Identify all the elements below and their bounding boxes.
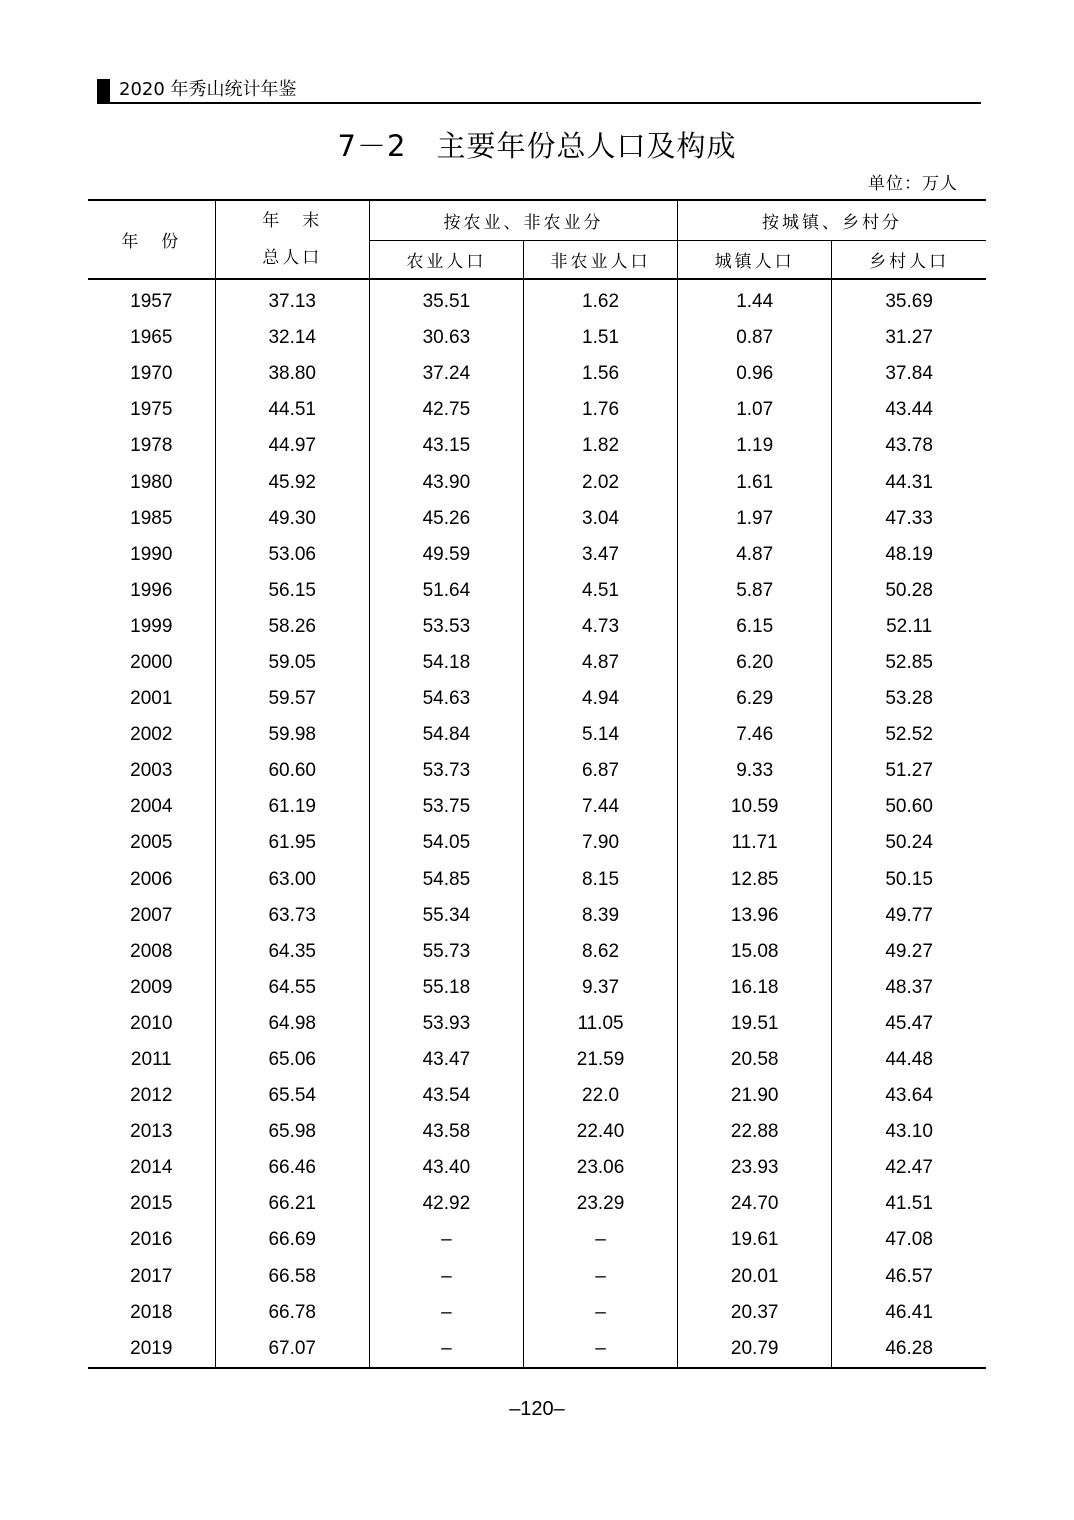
- cell-total: 53.06: [215, 537, 369, 573]
- table-row: [88, 537, 986, 573]
- cell-agri: 42.75: [369, 392, 523, 428]
- cell-year: 2003: [88, 753, 215, 789]
- cell-urban: 16.18: [678, 970, 832, 1006]
- cell-rural: 43.44: [885, 399, 933, 421]
- running-header: 2020 年秀山统计年鉴: [119, 79, 297, 100]
- cell-agri: 43.54: [369, 1078, 523, 1114]
- cell-year: 2017: [88, 1259, 215, 1295]
- cell-total: 65.06: [215, 1042, 369, 1078]
- col-header-year: 年 份: [88, 200, 215, 279]
- cell-rural: 48.19: [885, 543, 933, 565]
- cell-year: 2009: [88, 970, 215, 1006]
- cell-total: 38.80: [215, 356, 369, 392]
- cell-urban: 1.19: [678, 428, 832, 464]
- cell-agri: 55.18: [369, 970, 523, 1006]
- cell-year: 2002: [88, 717, 215, 753]
- cell-year: 2007: [88, 898, 215, 934]
- cell-agri: 54.05: [369, 825, 523, 861]
- table-row: [88, 356, 986, 392]
- cell-urban: 4.87: [678, 537, 832, 573]
- cell-rural: 49.27: [885, 940, 933, 962]
- table-row: [88, 825, 986, 861]
- cell-rural: 43.10: [885, 1121, 933, 1143]
- cell-urban: 13.96: [678, 898, 832, 934]
- cell-year: 2015: [88, 1186, 215, 1222]
- cell-year: 2019: [88, 1331, 215, 1368]
- cell-urban: 6.20: [678, 645, 832, 681]
- cell-total: 66.21: [215, 1186, 369, 1222]
- table-row: [88, 1078, 986, 1114]
- cell-nonagri: 11.05: [523, 1006, 677, 1042]
- page-number: –120–: [509, 1398, 565, 1420]
- cell-urban: 21.90: [678, 1078, 832, 1114]
- table-row: [88, 320, 986, 356]
- cell-total: 67.07: [215, 1331, 369, 1368]
- cell-agri: 43.58: [369, 1114, 523, 1150]
- cell-total: 44.97: [215, 428, 369, 464]
- cell-rural: 52.85: [885, 651, 933, 673]
- cell-rural: 52.52: [885, 724, 933, 746]
- cell-year: 1999: [88, 609, 215, 645]
- cell-urban: 20.01: [678, 1259, 832, 1295]
- cell-total: 65.54: [215, 1078, 369, 1114]
- cell-total: 64.35: [215, 934, 369, 970]
- col-header-rural: 乡村人口: [832, 241, 986, 280]
- cell-year: 2011: [88, 1042, 215, 1078]
- cell-urban: 20.58: [678, 1042, 832, 1078]
- cell-year: 1975: [88, 392, 215, 428]
- cell-rural: 31.27: [885, 327, 933, 349]
- cell-agri: 37.24: [369, 356, 523, 392]
- cell-agri: 30.63: [369, 320, 523, 356]
- table-row: [88, 970, 986, 1006]
- cell-rural: 50.60: [885, 796, 933, 818]
- cell-urban: 20.79: [678, 1331, 832, 1368]
- population-table: [88, 199, 986, 1369]
- cell-agri: 45.26: [369, 501, 523, 537]
- col-header-agri: 农业人口: [369, 241, 523, 280]
- cell-agri: 54.18: [369, 645, 523, 681]
- cell-rural: 47.08: [885, 1229, 933, 1251]
- cell-year: 1990: [88, 537, 215, 573]
- cell-rural: 46.57: [885, 1265, 933, 1287]
- cell-rural: 50.24: [885, 832, 933, 854]
- cell-year: 2016: [88, 1222, 215, 1258]
- cell-urban: 1.97: [678, 501, 832, 537]
- cell-urban: 1.61: [678, 464, 832, 500]
- table-row: [88, 862, 986, 898]
- cell-urban: 19.61: [678, 1222, 832, 1258]
- cell-total: 49.30: [215, 501, 369, 537]
- cell-nonagri: 1.76: [523, 392, 677, 428]
- table-row: [88, 1114, 986, 1150]
- cell-rural: 47.33: [885, 507, 933, 529]
- cell-rural: 37.84: [885, 363, 933, 385]
- cell-nonagri: –: [523, 1259, 677, 1295]
- table-row: [88, 789, 986, 825]
- cell-nonagri: –: [523, 1331, 677, 1368]
- table-row: [88, 1259, 986, 1295]
- cell-urban: 1.44: [678, 279, 832, 320]
- cell-total: 64.55: [215, 970, 369, 1006]
- cell-rural: 50.15: [885, 868, 933, 890]
- cell-agri: –: [369, 1295, 523, 1331]
- cell-year: 1970: [88, 356, 215, 392]
- cell-nonagri: 8.39: [523, 898, 677, 934]
- table-row: [88, 681, 986, 717]
- cell-total: 32.14: [215, 320, 369, 356]
- cell-year: 1996: [88, 573, 215, 609]
- cell-urban: 24.70: [678, 1186, 832, 1222]
- cell-rural: 43.78: [885, 435, 933, 457]
- cell-total: 63.73: [215, 898, 369, 934]
- cell-agri: 53.53: [369, 609, 523, 645]
- cell-agri: 54.84: [369, 717, 523, 753]
- cell-year: 1985: [88, 501, 215, 537]
- cell-total: 61.19: [215, 789, 369, 825]
- cell-rural: 43.64: [885, 1085, 933, 1107]
- cell-year: 2014: [88, 1150, 215, 1186]
- cell-agri: 35.51: [369, 279, 523, 320]
- cell-urban: 19.51: [678, 1006, 832, 1042]
- cell-nonagri: 7.90: [523, 825, 677, 861]
- cell-nonagri: 2.02: [523, 464, 677, 500]
- table-row: [88, 1295, 986, 1331]
- group-header-agri: 按农业、非农业分: [369, 200, 677, 241]
- cell-rural: 41.51: [885, 1193, 933, 1215]
- cell-agri: 43.15: [369, 428, 523, 464]
- cell-agri: 53.93: [369, 1006, 523, 1042]
- cell-rural: 52.11: [886, 615, 933, 637]
- cell-urban: 0.87: [678, 320, 832, 356]
- cell-nonagri: 4.94: [523, 681, 677, 717]
- cell-nonagri: 7.44: [523, 789, 677, 825]
- unit-label: 单位：万人: [868, 174, 958, 194]
- cell-rural: 46.41: [885, 1301, 933, 1323]
- cell-nonagri: 23.29: [523, 1186, 677, 1222]
- cell-urban: 22.88: [678, 1114, 832, 1150]
- cell-total: 66.46: [215, 1150, 369, 1186]
- cell-agri: 43.47: [369, 1042, 523, 1078]
- cell-total: 44.51: [215, 392, 369, 428]
- cell-nonagri: 4.87: [523, 645, 677, 681]
- col-header-total: [215, 200, 369, 279]
- col-header-total-line1: 年 末: [262, 210, 323, 231]
- table-row: [88, 898, 986, 934]
- cell-nonagri: 22.0: [523, 1078, 677, 1114]
- cell-total: 66.78: [215, 1295, 369, 1331]
- cell-year: 2010: [88, 1006, 215, 1042]
- cell-year: 1957: [88, 279, 215, 320]
- table-row: [88, 1150, 986, 1186]
- cell-year: 1965: [88, 320, 215, 356]
- cell-nonagri: –: [523, 1222, 677, 1258]
- cell-nonagri: 1.56: [523, 356, 677, 392]
- cell-agri: 49.59: [369, 537, 523, 573]
- cell-year: 2008: [88, 934, 215, 970]
- cell-total: 56.15: [215, 573, 369, 609]
- table-row: [88, 645, 986, 681]
- cell-agri: 51.64: [369, 573, 523, 609]
- cell-nonagri: 9.37: [523, 970, 677, 1006]
- cell-urban: 23.93: [678, 1150, 832, 1186]
- cell-year: 2004: [88, 789, 215, 825]
- cell-nonagri: 3.04: [523, 501, 677, 537]
- cell-nonagri: 1.62: [523, 279, 677, 320]
- cell-nonagri: 8.62: [523, 934, 677, 970]
- cell-agri: 42.92: [369, 1186, 523, 1222]
- cell-rural: 42.47: [885, 1157, 933, 1179]
- cell-year: 2013: [88, 1114, 215, 1150]
- cell-rural: 46.28: [832, 1331, 986, 1368]
- cell-total: 37.13: [215, 279, 369, 320]
- table-row: [88, 1222, 986, 1258]
- col-header-nonagri: 非农业人口: [523, 241, 677, 280]
- cell-rural: 49.77: [885, 904, 933, 926]
- cell-total: 45.92: [215, 464, 369, 500]
- cell-nonagri: 4.51: [523, 573, 677, 609]
- table-row: [88, 1006, 986, 1042]
- cell-urban: 15.08: [678, 934, 832, 970]
- cell-year: 2012: [88, 1078, 215, 1114]
- cell-year: 2000: [88, 645, 215, 681]
- table-body: [88, 279, 986, 1368]
- cell-urban: 9.33: [678, 753, 832, 789]
- cell-rural: 44.31: [885, 471, 933, 493]
- cell-urban: 20.37: [678, 1295, 832, 1331]
- cell-urban: 1.07: [678, 392, 832, 428]
- cell-agri: –: [369, 1331, 523, 1368]
- cell-urban: 7.46: [678, 717, 832, 753]
- cell-nonagri: 6.87: [523, 753, 677, 789]
- cell-year: 2006: [88, 862, 215, 898]
- cell-urban: 10.59: [678, 789, 832, 825]
- cell-total: 59.05: [215, 645, 369, 681]
- group-header-urban: 按城镇、乡村分: [678, 200, 986, 241]
- cell-nonagri: –: [523, 1295, 677, 1331]
- cell-nonagri: 1.51: [523, 320, 677, 356]
- cell-total: 58.26: [215, 609, 369, 645]
- table-row: [88, 392, 986, 428]
- cell-agri: –: [369, 1222, 523, 1258]
- cell-urban: 12.85: [678, 862, 832, 898]
- cell-urban: 11.71: [678, 825, 832, 861]
- cell-rural: 45.47: [885, 1012, 933, 1034]
- cell-total: 59.57: [215, 681, 369, 717]
- cell-agri: 43.90: [369, 464, 523, 500]
- cell-nonagri: 21.59: [523, 1042, 677, 1078]
- cell-rural: 50.28: [885, 579, 933, 601]
- cell-year: 1980: [88, 464, 215, 500]
- header-rule: [97, 102, 981, 104]
- cell-nonagri: 22.40: [523, 1114, 677, 1150]
- cell-total: 60.60: [215, 753, 369, 789]
- table-row: [88, 609, 986, 645]
- table-row: [88, 717, 986, 753]
- cell-agri: 53.75: [369, 789, 523, 825]
- cell-total: 66.58: [215, 1259, 369, 1295]
- cell-urban: 6.15: [678, 609, 832, 645]
- cell-urban: 6.29: [678, 681, 832, 717]
- cell-rural: 51.27: [885, 760, 933, 782]
- cell-total: 61.95: [215, 825, 369, 861]
- cell-agri: –: [369, 1259, 523, 1295]
- cell-rural: 53.28: [885, 688, 933, 710]
- cell-nonagri: 5.14: [523, 717, 677, 753]
- cell-total: 63.00: [215, 862, 369, 898]
- cell-urban: 0.96: [678, 356, 832, 392]
- cell-nonagri: 8.15: [523, 862, 677, 898]
- cell-urban: 5.87: [678, 573, 832, 609]
- table-row: [88, 753, 986, 789]
- table-row: [88, 501, 986, 537]
- cell-agri: 54.63: [369, 681, 523, 717]
- cell-agri: 54.85: [369, 862, 523, 898]
- cell-rural: 48.37: [885, 976, 933, 998]
- cell-nonagri: 4.73: [523, 609, 677, 645]
- table-row: [88, 1042, 986, 1078]
- col-header-total-line2: 总人口: [262, 247, 323, 268]
- header-marker: [97, 79, 110, 102]
- table-title: 7－2 主要年份总人口及构成: [337, 129, 737, 163]
- col-header-urban: 城镇人口: [678, 241, 832, 280]
- cell-year: 2005: [88, 825, 215, 861]
- cell-year: 2001: [88, 681, 215, 717]
- cell-agri: 53.73: [369, 753, 523, 789]
- cell-year: 1978: [88, 428, 215, 464]
- table-row: [88, 1186, 986, 1222]
- cell-total: 65.98: [215, 1114, 369, 1150]
- cell-agri: 55.73: [369, 934, 523, 970]
- cell-total: 66.69: [215, 1222, 369, 1258]
- table-row: [88, 428, 986, 464]
- cell-total: 59.98: [215, 717, 369, 753]
- cell-rural: 35.69: [885, 291, 933, 313]
- table-row: [88, 573, 986, 609]
- cell-nonagri: 3.47: [523, 537, 677, 573]
- cell-rural: 44.48: [885, 1049, 933, 1071]
- cell-total: 64.98: [215, 1006, 369, 1042]
- table-row: [88, 464, 986, 500]
- cell-year: 2018: [88, 1295, 215, 1331]
- table-row: [88, 934, 986, 970]
- table-row: [88, 279, 986, 320]
- cell-nonagri: 23.06: [523, 1150, 677, 1186]
- cell-agri: 55.34: [369, 898, 523, 934]
- table-row: [88, 1331, 986, 1368]
- cell-agri: 43.40: [369, 1150, 523, 1186]
- cell-nonagri: 1.82: [523, 428, 677, 464]
